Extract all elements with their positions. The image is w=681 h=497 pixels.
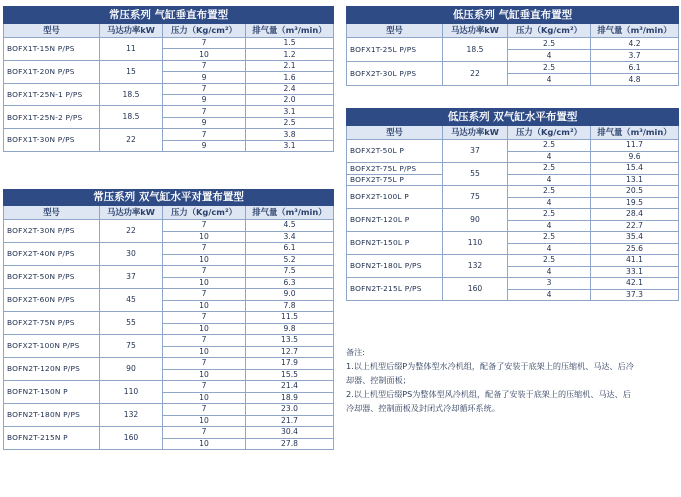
table-title: 低压系列 气缸垂直布置型	[347, 7, 679, 24]
pressure-cell: 7	[163, 243, 246, 255]
flow-cell: 13.1	[591, 174, 679, 186]
table-title: 常压系列 气缸垂直布置型	[4, 7, 334, 24]
flow-cell: 2.4	[246, 83, 334, 94]
flow-cell: 12.7	[246, 346, 334, 358]
model-cell: BOFX2T-75N P/PS	[4, 312, 100, 335]
pressure-cell: 9	[163, 140, 246, 151]
model-cell: BOFN2T-215N P	[4, 427, 100, 450]
model-cell: BOFX2T-75L P/PS	[347, 163, 443, 175]
pressure-cell: 4	[508, 266, 591, 278]
power-cell: 75	[443, 186, 508, 209]
model-cell: BOFN2T-150L P	[347, 232, 443, 255]
flow-cell: 4.8	[591, 74, 679, 86]
power-cell: 160	[100, 427, 163, 450]
pressure-cell: 2.5	[508, 255, 591, 267]
pressure-cell: 7	[163, 266, 246, 278]
header-power: 马达功率kW	[443, 126, 508, 140]
pressure-cell: 7	[163, 220, 246, 232]
pressure-cell: 7	[163, 404, 246, 416]
model-cell: BOFX2T-30N P/PS	[4, 220, 100, 243]
flow-cell: 5.2	[246, 254, 334, 266]
power-cell: 22	[100, 220, 163, 243]
header-flow: 排气量（m³/min）	[591, 126, 679, 140]
flow-cell: 42.1	[591, 278, 679, 290]
power-cell: 37	[443, 140, 508, 163]
flow-cell: 35.4	[591, 232, 679, 244]
header-pressure: 压力（Kg/cm²）	[508, 24, 591, 38]
flow-cell: 18.9	[246, 392, 334, 404]
flow-cell: 1.2	[246, 49, 334, 60]
model-cell: BOFN2T-180L P/PS	[347, 255, 443, 278]
pressure-cell: 7	[163, 38, 246, 49]
header-power: 马达功率kW	[443, 24, 508, 38]
flow-cell: 9.6	[591, 151, 679, 163]
model-cell: BOFX1T-15N P/PS	[4, 38, 100, 61]
flow-cell: 6.1	[246, 243, 334, 255]
power-cell: 110	[443, 232, 508, 255]
header-pressure: 压力（Kg/cm²）	[163, 206, 246, 220]
note-line: 冷却器、控制面板及封闭式冷却循环系统。	[346, 403, 500, 413]
pressure-cell: 2.5	[508, 186, 591, 198]
power-cell: 18.5	[100, 83, 163, 106]
flow-cell: 17.9	[246, 358, 334, 370]
model-cell: BOFX2T-50L P	[347, 140, 443, 163]
flow-cell: 4.5	[246, 220, 334, 232]
pressure-cell: 9	[163, 94, 246, 105]
pressure-cell: 2.5	[508, 209, 591, 221]
power-cell: 18.5	[100, 106, 163, 129]
flow-cell: 7.8	[246, 300, 334, 312]
flow-cell: 15.5	[246, 369, 334, 381]
pressure-cell: 10	[163, 300, 246, 312]
header-flow: 排气量（m³/min）	[591, 24, 679, 38]
power-cell: 55	[443, 163, 508, 186]
power-cell: 11	[100, 38, 163, 61]
header-model: 型号	[4, 24, 100, 38]
model-cell: BOFX2T-40N P/PS	[4, 243, 100, 266]
notes-section	[346, 345, 680, 415]
note-line: 2.以上机型后缀PS为整体型风冷机组，配备了安装于底架上的压缩机、马达、后	[346, 389, 631, 399]
power-cell: 90	[443, 209, 508, 232]
header-pressure: 压力（Kg/cm²）	[508, 126, 591, 140]
pressure-cell: 2.5	[508, 140, 591, 152]
flow-cell: 41.1	[591, 255, 679, 267]
pressure-cell: 10	[163, 369, 246, 381]
flow-cell: 3.8	[246, 129, 334, 140]
pressure-cell: 7	[163, 335, 246, 347]
flow-cell: 33.1	[591, 266, 679, 278]
flow-cell: 4.2	[591, 38, 679, 50]
model-cell: BOFX1T-25N-1 P/PS	[4, 83, 100, 106]
flow-cell: 11.5	[246, 312, 334, 324]
pressure-cell: 7	[163, 381, 246, 393]
flow-cell: 3.1	[246, 106, 334, 117]
pressure-cell: 9	[163, 117, 246, 128]
pressure-cell: 10	[163, 277, 246, 289]
pressure-cell: 4	[508, 197, 591, 209]
flow-cell: 13.5	[246, 335, 334, 347]
header-model: 型号	[4, 206, 100, 220]
flow-cell: 22.7	[591, 220, 679, 232]
power-cell: 132	[443, 255, 508, 278]
power-cell: 90	[100, 358, 163, 381]
flow-cell: 27.8	[246, 438, 334, 450]
flow-cell: 21.4	[246, 381, 334, 393]
pressure-cell: 10	[163, 415, 246, 427]
header-model: 型号	[347, 24, 443, 38]
model-cell: BOFN2T-120L P	[347, 209, 443, 232]
flow-cell: 30.4	[246, 427, 334, 439]
header-flow: 排气量（m³/min）	[246, 24, 334, 38]
pressure-cell: 3	[508, 278, 591, 290]
note-line: 却器、控制面板；	[346, 375, 411, 385]
note-line: 1.以上机型后缀P为整体型水冷机组，配备了安装于底架上的压缩机、马达、后冷	[346, 361, 634, 371]
table-title: 低压系列 双气缸水平布置型	[347, 109, 679, 126]
flow-cell: 23.0	[246, 404, 334, 416]
model-cell: BOFX1T-30N P/PS	[4, 129, 100, 152]
pressure-cell: 4	[508, 74, 591, 86]
pressure-cell: 7	[163, 358, 246, 370]
flow-cell: 1.5	[246, 38, 334, 49]
pressure-cell: 4	[508, 289, 591, 301]
header-flow: 排气量（m³/min）	[246, 206, 334, 220]
pressure-cell: 9	[163, 72, 246, 83]
power-cell: 132	[100, 404, 163, 427]
flow-cell: 21.7	[246, 415, 334, 427]
flow-cell: 2.5	[246, 117, 334, 128]
table-low-pressure-horizontal	[346, 108, 679, 301]
pressure-cell: 10	[163, 254, 246, 266]
pressure-cell: 10	[163, 323, 246, 335]
flow-cell: 6.1	[591, 62, 679, 74]
model-cell: BOFX1T-25N-2 P/PS	[4, 106, 100, 129]
pressure-cell: 4	[508, 50, 591, 62]
model-cell: BOFX2T-75L P	[347, 174, 443, 186]
power-cell: 75	[100, 335, 163, 358]
power-cell: 18.5	[443, 38, 508, 62]
flow-cell: 3.4	[246, 231, 334, 243]
power-cell: 110	[100, 381, 163, 404]
flow-cell: 20.5	[591, 186, 679, 198]
pressure-cell: 7	[163, 129, 246, 140]
model-cell: BOFX2T-30L P/PS	[347, 62, 443, 86]
pressure-cell: 4	[508, 151, 591, 163]
flow-cell: 19.5	[591, 197, 679, 209]
model-cell: BOFN2T-120N P/PS	[4, 358, 100, 381]
notes-heading: 备注:	[346, 347, 365, 357]
flow-cell: 2.1	[246, 60, 334, 71]
table-constant-pressure-vertical	[3, 6, 334, 152]
header-model: 型号	[347, 126, 443, 140]
flow-cell: 6.3	[246, 277, 334, 289]
header-power: 马达功率kW	[100, 206, 163, 220]
model-cell: BOFX2T-50N P/PS	[4, 266, 100, 289]
table-low-pressure-vertical	[346, 6, 679, 86]
flow-cell: 1.6	[246, 72, 334, 83]
pressure-cell: 10	[163, 231, 246, 243]
model-cell: BOFX2T-100N P/PS	[4, 335, 100, 358]
pressure-cell: 10	[163, 392, 246, 404]
flow-cell: 11.7	[591, 140, 679, 152]
pressure-cell: 7	[163, 83, 246, 94]
model-cell: BOFX2T-60N P/PS	[4, 289, 100, 312]
model-cell: BOFN2T-150N P	[4, 381, 100, 404]
header-pressure: 压力（Kg/cm²）	[163, 24, 246, 38]
flow-cell: 15.4	[591, 163, 679, 175]
pressure-cell: 4	[508, 174, 591, 186]
power-cell: 160	[443, 278, 508, 301]
flow-cell: 2.0	[246, 94, 334, 105]
header-power: 马达功率kW	[100, 24, 163, 38]
power-cell: 37	[100, 266, 163, 289]
model-cell: BOFN2T-180N P/PS	[4, 404, 100, 427]
power-cell: 22	[100, 129, 163, 152]
table-constant-pressure-horizontal	[3, 189, 334, 450]
pressure-cell: 7	[163, 289, 246, 301]
power-cell: 15	[100, 60, 163, 83]
pressure-cell: 7	[163, 312, 246, 324]
pressure-cell: 2.5	[508, 163, 591, 175]
flow-cell: 25.6	[591, 243, 679, 255]
power-cell: 45	[100, 289, 163, 312]
pressure-cell: 2.5	[508, 38, 591, 50]
flow-cell: 37.3	[591, 289, 679, 301]
pressure-cell: 10	[163, 346, 246, 358]
pressure-cell: 2.5	[508, 62, 591, 74]
power-cell: 55	[100, 312, 163, 335]
model-cell: BOFN2T-215L P/PS	[347, 278, 443, 301]
pressure-cell: 4	[508, 243, 591, 255]
table-title: 常压系列 双气缸水平对置布置型	[4, 190, 334, 206]
power-cell: 30	[100, 243, 163, 266]
flow-cell: 9.8	[246, 323, 334, 335]
pressure-cell: 10	[163, 49, 246, 60]
flow-cell: 3.7	[591, 50, 679, 62]
flow-cell: 3.1	[246, 140, 334, 151]
model-cell: BOFX2T-100L P	[347, 186, 443, 209]
pressure-cell: 7	[163, 427, 246, 439]
pressure-cell: 10	[163, 438, 246, 450]
pressure-cell: 7	[163, 60, 246, 71]
pressure-cell: 4	[508, 220, 591, 232]
flow-cell: 28.4	[591, 209, 679, 221]
power-cell: 22	[443, 62, 508, 86]
model-cell: BOFX1T-20N P/PS	[4, 60, 100, 83]
flow-cell: 7.5	[246, 266, 334, 278]
flow-cell: 9.0	[246, 289, 334, 301]
pressure-cell: 2.5	[508, 232, 591, 244]
model-cell: BOFX1T-25L P/PS	[347, 38, 443, 62]
pressure-cell: 7	[163, 106, 246, 117]
